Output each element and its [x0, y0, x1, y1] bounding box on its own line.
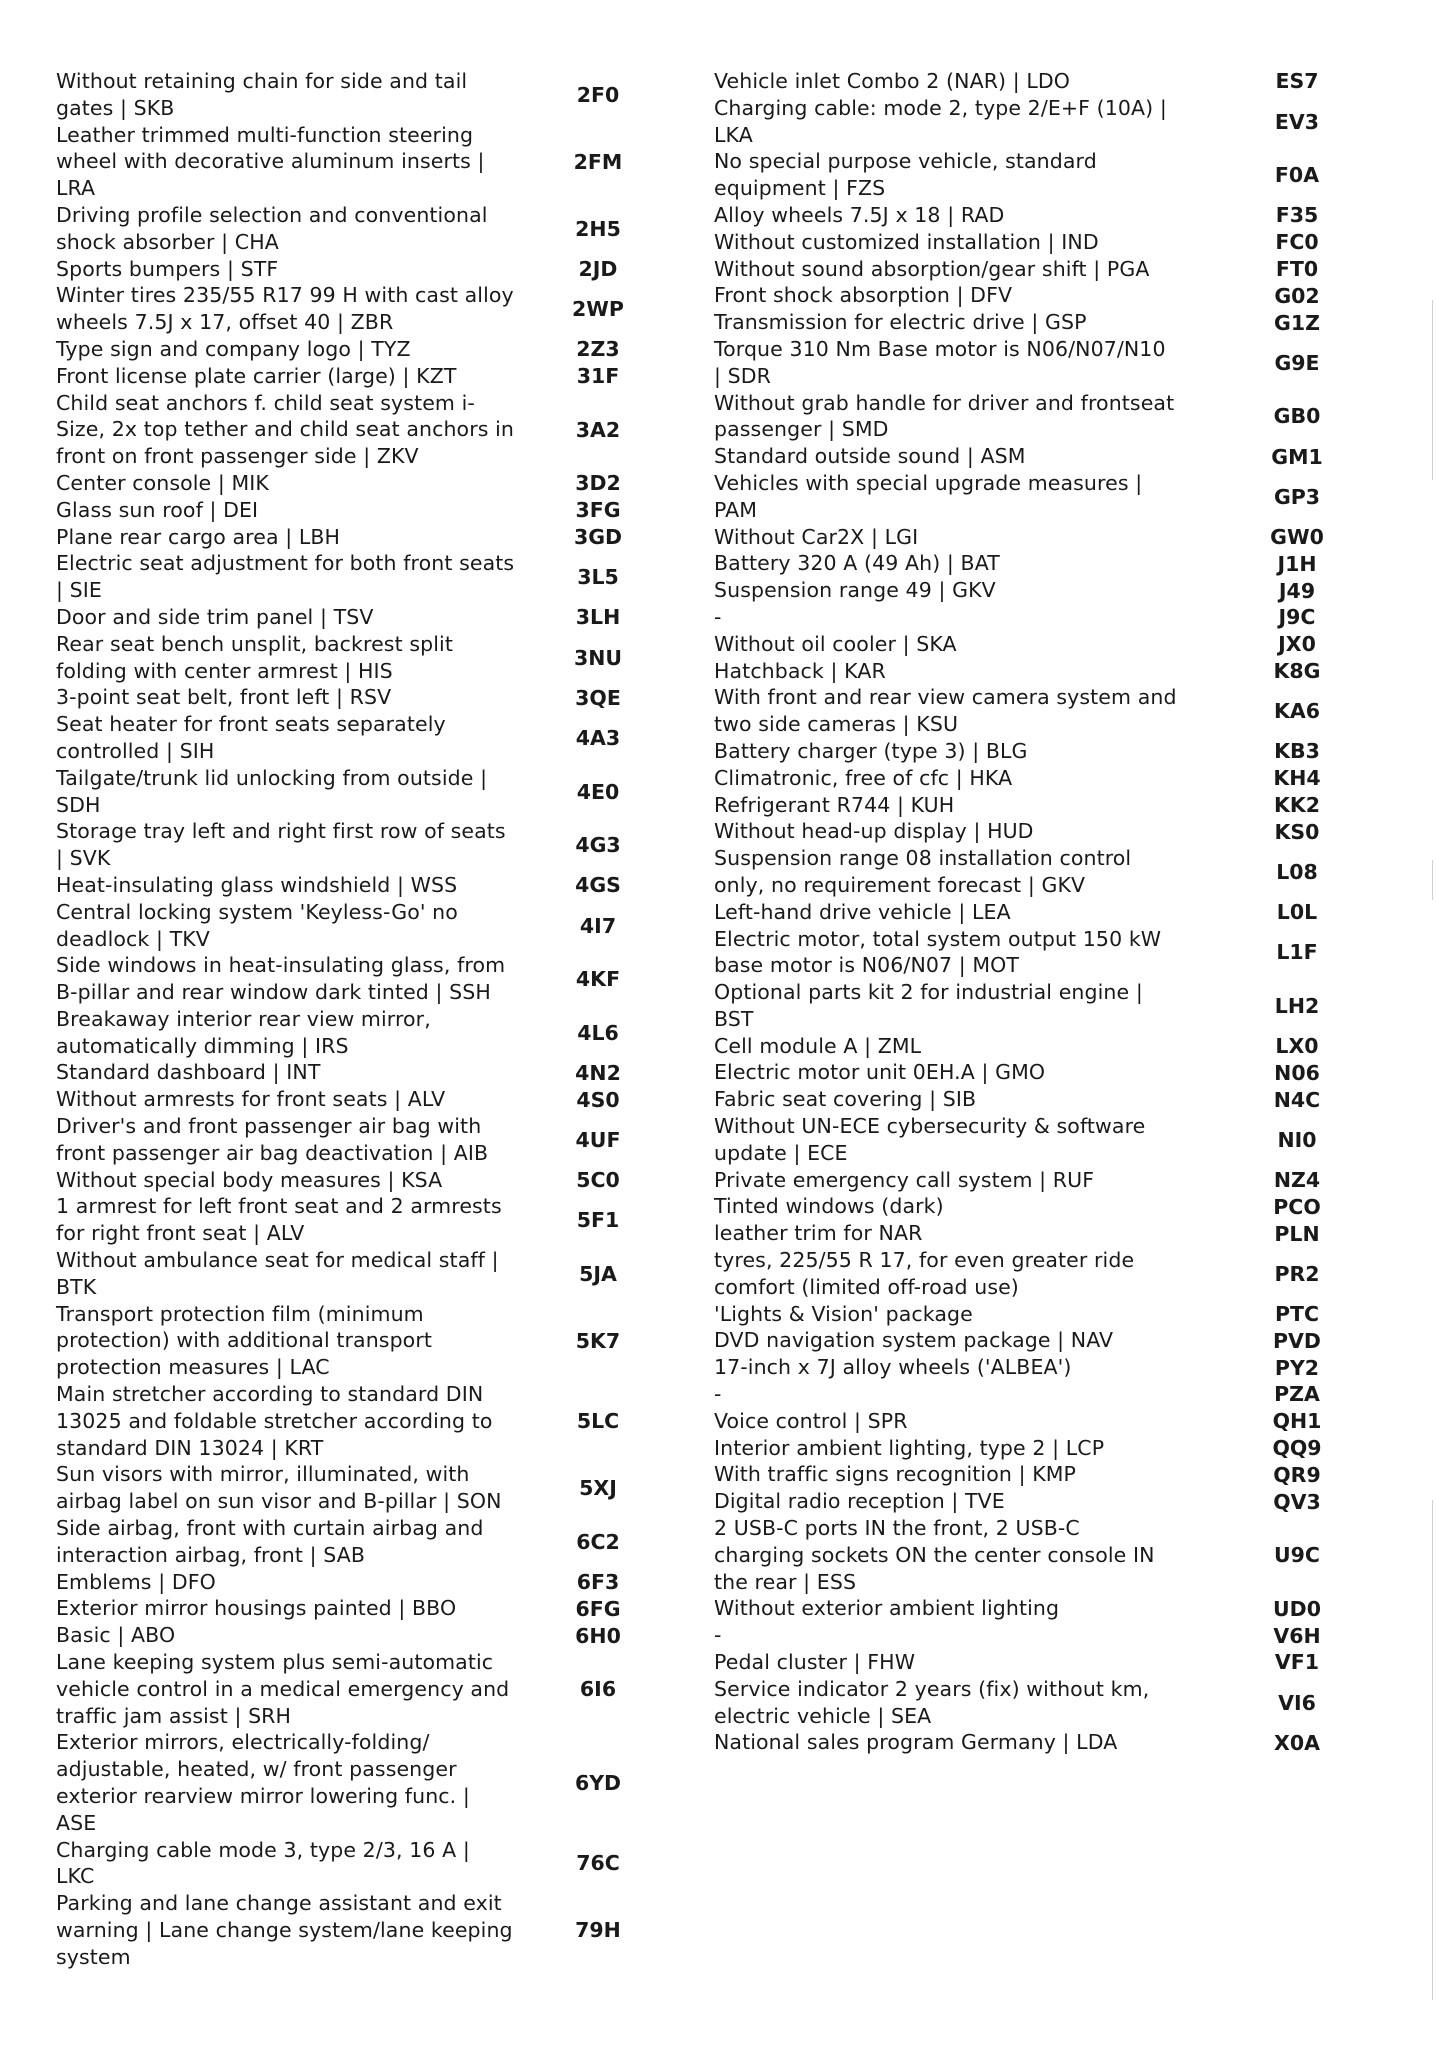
equipment-entry [56, 1837, 696, 1891]
equipment-description: Left-hand drive vehicle | LEA [714, 899, 1011, 924]
equipment-description: Lane keeping system plus semi-automatic vehicle control in a medical emergency and traffic jam assist | SRH [56, 1650, 510, 1728]
equipment-entry [714, 336, 1354, 390]
equipment-code: LH2 [1274, 993, 1320, 1018]
equipment-code: 2JD [578, 256, 618, 281]
equipment-entry [714, 845, 1354, 899]
equipment-description: Private emergency call system | RUF [714, 1167, 1095, 1192]
equipment-description: Alloy wheels 7.5J x 18 | RAD [714, 202, 1005, 227]
equipment-entry [714, 604, 1354, 631]
equipment-entry [714, 524, 1354, 551]
equipment-entry [714, 1301, 1354, 1328]
equipment-entry [56, 256, 696, 283]
equipment-description: Charging cable: mode 2, type 2/E+F (10A) | LKA [714, 95, 1167, 147]
equipment-code: 4KF [575, 967, 621, 992]
equipment-code: KH4 [1273, 766, 1321, 791]
equipment-entry [714, 684, 1354, 738]
equipment-entry [56, 1569, 696, 1596]
equipment-description: - [714, 1382, 722, 1407]
equipment-code: 79H [575, 1918, 621, 1943]
equipment-entry [714, 1676, 1354, 1730]
equipment-code: X0A [1274, 1730, 1320, 1755]
equipment-code: UD0 [1273, 1596, 1321, 1621]
equipment-entry [56, 1247, 696, 1301]
equipment-entry [714, 1086, 1354, 1113]
equipment-code: 4L6 [577, 1020, 619, 1045]
equipment-entry [714, 1488, 1354, 1515]
equipment-entry [714, 979, 1354, 1033]
equipment-description: Seat heater for front seats separately controlled | SIH [56, 712, 446, 763]
equipment-entry [714, 818, 1354, 845]
equipment-entry [56, 1595, 696, 1622]
equipment-entry [56, 1059, 696, 1086]
equipment-description: Torque 310 Nm Base motor is N06/N07/N10 | SDR [714, 336, 1166, 388]
equipment-code: GW0 [1270, 524, 1324, 549]
equipment-entry [714, 443, 1354, 470]
equipment-code: L1F [1276, 940, 1318, 965]
equipment-description: Rear seat bench unsplit, backrest split folding with center armrest | HIS [56, 631, 453, 683]
equipment-entry [56, 1193, 696, 1247]
equipment-entry [714, 309, 1354, 336]
equipment-description: Center console | MIK [56, 470, 269, 495]
scan-edge-mark [1432, 1500, 1433, 2000]
equipment-description: Central locking system 'Keyless-Go' no deadlock | TKV [56, 899, 458, 951]
equipment-entry [714, 470, 1354, 524]
equipment-entry [56, 765, 696, 819]
equipment-entry [714, 550, 1354, 577]
equipment-entry [714, 1515, 1354, 1595]
equipment-description: With traffic signs recognition | KMP [714, 1462, 1076, 1487]
equipment-entry [714, 765, 1354, 792]
equipment-code: KK2 [1273, 792, 1321, 817]
equipment-description: Exterior mirror housings painted | BBO [56, 1596, 457, 1621]
equipment-description: Sports bumpers | STF [56, 256, 279, 281]
equipment-entry [56, 363, 696, 390]
equipment-description: DVD navigation system package | NAV [714, 1328, 1114, 1353]
equipment-description: Service indicator 2 years (fix) without km, electric vehicle | SEA [714, 1676, 1150, 1728]
equipment-entry [714, 1354, 1354, 1381]
equipment-entry [56, 336, 696, 363]
equipment-description: tyres, 225/55 R 17, for even greater ride comfort (limited off-road use) [714, 1248, 1135, 1299]
equipment-description: Driving profile selection and conventional shock absorber | CHA [56, 202, 488, 254]
equipment-description: Tailgate/trunk lid unlocking from outside | SDH [56, 765, 488, 817]
equipment-description: Tinted windows (dark) [714, 1194, 944, 1219]
equipment-description: Hatchback | KAR [714, 658, 886, 683]
equipment-entry [714, 1167, 1354, 1194]
equipment-description: Suspension range 49 | GKV [714, 578, 996, 603]
equipment-code: 3L5 [577, 565, 619, 590]
equipment-description: Suspension range 08 installation control only, no requirement forecast | GKV [714, 846, 1132, 897]
equipment-code: VF1 [1274, 1650, 1320, 1675]
equipment-code: FC0 [1275, 230, 1319, 255]
equipment-entry [714, 1193, 1354, 1220]
equipment-description: Cell module A | ZML [714, 1033, 922, 1058]
equipment-entry [714, 738, 1354, 765]
equipment-description: Standard outside sound | ASM [714, 444, 1026, 469]
equipment-description: Without oil cooler | SKA [714, 631, 957, 656]
equipment-code: GM1 [1271, 444, 1323, 469]
equipment-description: Front license plate carrier (large) | KZT [56, 363, 457, 388]
equipment-code: 5K7 [575, 1328, 621, 1353]
equipment-entry [714, 1729, 1354, 1756]
equipment-entry [714, 1622, 1354, 1649]
equipment-code: 6YD [574, 1771, 622, 1795]
equipment-entry [714, 229, 1354, 256]
equipment-code: PR2 [1274, 1261, 1320, 1286]
equipment-code: 3FG [575, 498, 621, 523]
equipment-description: Electric seat adjustment for both front seats | SIE [56, 551, 515, 603]
equipment-code: 6FG [575, 1596, 621, 1621]
equipment-entry [714, 1408, 1354, 1435]
equipment-description: - [714, 1623, 722, 1648]
equipment-description: Driver's and front passenger air bag with front passenger air bag deactivation | AIB [56, 1114, 489, 1165]
equipment-entry [56, 1006, 696, 1060]
equipment-code: VI6 [1278, 1690, 1316, 1715]
equipment-description: Electric motor, total system output 150 kW base motor is N06/N07 | MOT [714, 926, 1162, 978]
equipment-code: PTC [1274, 1302, 1320, 1327]
equipment-entry [714, 1461, 1354, 1488]
equipment-description: Standard dashboard | INT [56, 1060, 321, 1085]
equipment-code: 6C2 [576, 1529, 620, 1554]
equipment-code: NI0 [1277, 1127, 1317, 1152]
equipment-entry [56, 390, 696, 470]
equipment-description: No special purpose vehicle, standard equipment | FZS [714, 149, 1097, 201]
equipment-description: Breakaway interior rear view mirror, automatically dimming | IRS [56, 1006, 431, 1058]
equipment-code: N4C [1273, 1087, 1321, 1112]
equipment-description: Digital radio reception | TVE [714, 1489, 1005, 1514]
equipment-description: Without grab handle for driver and frontseat passenger | SMD [714, 390, 1175, 442]
equipment-description: Electric motor unit 0EH.A | GMO [714, 1060, 1046, 1085]
equipment-description: Glass sun roof | DEI [56, 497, 259, 522]
equipment-entry [56, 711, 696, 765]
equipment-code: 4GS [575, 873, 621, 898]
equipment-description: Sun visors with mirror, illuminated, with airbag label on sun visor and B-pillar | SON [56, 1462, 502, 1514]
equipment-code: L0L [1276, 900, 1318, 925]
equipment-entry [56, 122, 696, 202]
equipment-description: 'Lights & Vision' package [714, 1301, 973, 1326]
equipment-entry [714, 1033, 1354, 1060]
equipment-code: KB3 [1274, 739, 1320, 764]
equipment-description: Vehicles with special upgrade measures | PAM [714, 470, 1143, 522]
equipment-description: Winter tires 235/55 R17 99 H with cast alloy wheels 7.5J x 17, offset 40 | ZBR [56, 283, 514, 335]
equipment-code: QH1 [1272, 1409, 1322, 1434]
equipment-code: 31F [576, 364, 620, 389]
equipment-code: K8G [1273, 658, 1321, 683]
equipment-code: 5LC [576, 1409, 620, 1434]
equipment-description: Without armrests for front seats | ALV [56, 1087, 446, 1112]
equipment-entry [56, 1381, 696, 1461]
equipment-entry [714, 282, 1354, 309]
equipment-entry [56, 202, 696, 256]
equipment-description: Interior ambient lighting, type 2 | LCP [714, 1435, 1105, 1460]
equipment-code: 6H0 [575, 1623, 621, 1648]
equipment-code: QQ9 [1272, 1436, 1322, 1461]
equipment-code: 3A2 [575, 417, 621, 442]
equipment-code: J49 [1278, 578, 1316, 603]
equipment-code: QV3 [1273, 1489, 1321, 1514]
equipment-entry [714, 1649, 1354, 1676]
equipment-list-right [714, 68, 1354, 1756]
equipment-code: ES7 [1275, 69, 1319, 94]
equipment-description: Leather trimmed multi-function steering wheel with decorative aluminum inserts | LRA [56, 122, 485, 201]
equipment-entry [714, 256, 1354, 283]
equipment-code: 3GD [573, 524, 623, 549]
equipment-description: Battery 320 A (49 Ah) | BAT [714, 551, 1000, 576]
equipment-description: Charging cable mode 3, type 2/3, 16 A | LKC [56, 1837, 470, 1889]
equipment-entry [56, 872, 696, 899]
equipment-description: Exterior mirrors, electrically-folding/ adjustable, heated, w/ front passenger exterior rearview mirror lowering func. | ASE [56, 1730, 470, 1835]
equipment-entry [56, 1622, 696, 1649]
equipment-code: EV3 [1274, 109, 1320, 134]
equipment-code: 4S0 [576, 1087, 620, 1112]
equipment-entry [714, 926, 1354, 980]
equipment-entry [714, 1435, 1354, 1462]
equipment-code: 4E0 [576, 779, 620, 804]
equipment-entry [714, 68, 1354, 95]
equipment-code: N06 [1274, 1060, 1320, 1085]
equipment-code: 3NU [573, 645, 623, 670]
equipment-entry [714, 899, 1354, 926]
equipment-entry [56, 1461, 696, 1515]
equipment-code: 2Z3 [576, 337, 620, 362]
equipment-entry [714, 202, 1354, 229]
equipment-entry [714, 577, 1354, 604]
equipment-entry [56, 550, 696, 604]
equipment-entry [714, 390, 1354, 444]
equipment-description: Emblems | DFO [56, 1569, 216, 1594]
equipment-description: Type sign and company logo | TYZ [56, 336, 411, 361]
equipment-code: PVD [1273, 1328, 1321, 1353]
equipment-description: Without retaining chain for side and tail gates | SKB [56, 69, 468, 120]
equipment-code: F35 [1275, 203, 1319, 228]
equipment-code: PY2 [1274, 1355, 1320, 1380]
equipment-description: Optional parts kit 2 for industrial engine | BST [714, 980, 1143, 1031]
equipment-description: Heat-insulating glass windshield | WSS [56, 872, 458, 897]
equipment-entry [56, 1301, 696, 1381]
equipment-entry [714, 1595, 1354, 1622]
equipment-code: 4UF [575, 1127, 621, 1152]
equipment-entry [714, 1220, 1354, 1247]
equipment-entry [56, 470, 696, 497]
equipment-code: 5C0 [576, 1168, 620, 1193]
equipment-code: 3D2 [575, 471, 621, 496]
equipment-entry [56, 524, 696, 551]
equipment-description: Battery charger (type 3) | BLG [714, 738, 1028, 763]
equipment-entry [714, 1059, 1354, 1086]
equipment-code: F0A [1274, 163, 1320, 188]
equipment-code: 2WP [572, 297, 624, 322]
equipment-code: 4A3 [575, 725, 621, 750]
equipment-description: Plane rear cargo area | LBH [56, 524, 341, 549]
equipment-code: 5JA [579, 1261, 617, 1286]
equipment-entry [56, 899, 696, 953]
equipment-entry [714, 1327, 1354, 1354]
equipment-entry [714, 1381, 1354, 1408]
equipment-list-left [56, 68, 696, 1971]
equipment-code: 5F1 [576, 1208, 620, 1233]
equipment-code: 3QE [575, 685, 621, 710]
equipment-entry [56, 1086, 696, 1113]
equipment-code: QR9 [1273, 1462, 1321, 1487]
equipment-description: Side airbag, front with curtain airbag and interaction airbag, front | SAB [56, 1516, 484, 1567]
equipment-code: L08 [1276, 859, 1318, 884]
equipment-description: Without special body measures | KSA [56, 1167, 443, 1192]
equipment-entry [56, 1649, 696, 1729]
equipment-description: Pedal cluster | FHW [714, 1650, 916, 1675]
equipment-code: 4I7 [579, 913, 617, 938]
equipment-entry [56, 497, 696, 524]
equipment-code: 2H5 [575, 216, 621, 241]
equipment-entry [56, 631, 696, 685]
equipment-description: Transmission for electric drive | GSP [714, 310, 1087, 335]
equipment-code: PLN [1274, 1221, 1320, 1246]
equipment-entry [714, 148, 1354, 202]
equipment-description: Vehicle inlet Combo 2 (NAR) | LDO [714, 69, 1071, 93]
equipment-entry [56, 1890, 696, 1970]
equipment-description: leather trim for NAR [714, 1221, 923, 1246]
equipment-code: NZ4 [1273, 1168, 1321, 1193]
equipment-code: G9E [1274, 350, 1320, 375]
equipment-entry [56, 1729, 696, 1836]
equipment-description: Main stretcher according to standard DIN 13025 and foldable stretcher according to standard DIN 13024 | KRT [56, 1382, 493, 1460]
equipment-code: 4G3 [575, 833, 621, 858]
equipment-code: GB0 [1273, 404, 1321, 429]
equipment-code: 2F0 [576, 82, 620, 107]
equipment-code: KS0 [1274, 819, 1320, 844]
equipment-entry [56, 818, 696, 872]
equipment-entry [56, 68, 696, 122]
equipment-description: Door and side trim panel | TSV [56, 604, 374, 629]
equipment-description: Fabric seat covering | SIB [714, 1087, 977, 1112]
equipment-code: 76C [576, 1851, 620, 1876]
equipment-description: 3-point seat belt, front left | RSV [56, 685, 392, 710]
equipment-code: 5XJ [579, 1476, 617, 1501]
equipment-description: Without ambulance seat for medical staff | BTK [56, 1248, 499, 1299]
equipment-description: Storage tray left and right first row of seats | SVK [56, 819, 506, 871]
equipment-code: 3LH [575, 605, 621, 630]
equipment-code: PCO [1273, 1194, 1321, 1219]
equipment-description: Without customized installation | IND [714, 229, 1099, 254]
equipment-description: Child seat anchors f. child seat system i- Size, 2x top tether and child seat anchors in front on front passenger side | ZKV [56, 390, 515, 469]
equipment-description: With front and rear view camera system and two side cameras | KSU [714, 685, 1177, 737]
equipment-code: JX0 [1278, 632, 1316, 657]
equipment-entry [714, 631, 1354, 658]
scan-edge-mark [1432, 860, 1433, 900]
equipment-description: 1 armrest for left front seat and 2 armrests for right front seat | ALV [56, 1194, 502, 1246]
equipment-entry [714, 1113, 1354, 1167]
equipment-description: Without Car2X | LGI [714, 524, 919, 549]
equipment-code: GP3 [1273, 484, 1321, 509]
equipment-code: PZA [1274, 1382, 1320, 1407]
equipment-entry [714, 95, 1354, 149]
equipment-description: 17-inch x 7J alloy wheels ('ALBEA') [714, 1355, 1072, 1380]
equipment-code: 2FM [573, 149, 623, 174]
equipment-description: Climatronic, free of cfc | HKA [714, 765, 1013, 790]
equipment-description: National sales program Germany | LDA [714, 1730, 1118, 1755]
equipment-entry [56, 1113, 696, 1167]
equipment-description: Parking and lane change assistant and exit warning | Lane change system/lane keeping system [56, 1891, 513, 1969]
equipment-description: Side windows in heat-insulating glass, from B-pillar and rear window dark tinted | SSH [56, 953, 506, 1005]
equipment-description: Without UN-ECE cybersecurity & software update | ECE [714, 1114, 1146, 1165]
equipment-entry [714, 792, 1354, 819]
equipment-entry [56, 604, 696, 631]
equipment-description: Voice control | SPR [714, 1408, 908, 1433]
equipment-entry [56, 684, 696, 711]
equipment-description: Without sound absorption/gear shift | PGA [714, 256, 1150, 281]
equipment-description: Without exterior ambient lighting [714, 1596, 1060, 1621]
equipment-code: 4N2 [575, 1060, 621, 1085]
equipment-code: J1H [1277, 551, 1317, 576]
equipment-description: - [714, 604, 722, 629]
equipment-code: LX0 [1275, 1034, 1319, 1059]
equipment-description: Without head-up display | HUD [714, 819, 1034, 844]
scan-edge-mark [1432, 300, 1433, 480]
equipment-code: FT0 [1275, 256, 1319, 281]
equipment-entry [714, 658, 1354, 685]
equipment-entry [714, 1247, 1354, 1301]
equipment-entry [56, 282, 696, 336]
equipment-code: U9C [1274, 1543, 1320, 1568]
equipment-description: 2 USB-C ports IN the front, 2 USB-C charging sockets ON the center console IN the rear | ESS [714, 1516, 1155, 1594]
equipment-code: 6F3 [576, 1570, 620, 1595]
equipment-entry [56, 1515, 696, 1569]
equipment-code: G02 [1274, 283, 1320, 308]
equipment-entry [56, 1167, 696, 1194]
equipment-description: Transport protection film (minimum protection) with additional transport protection measures | LAC [56, 1301, 432, 1380]
equipment-code: G1Z [1274, 310, 1320, 335]
equipment-entry [56, 952, 696, 1006]
equipment-code: KA6 [1273, 699, 1320, 724]
equipment-code: 6I6 [579, 1677, 617, 1702]
equipment-description: Front shock absorption | DFV [714, 283, 1013, 308]
equipment-code: J9C [1278, 605, 1316, 630]
equipment-description: Basic | ABO [56, 1623, 176, 1648]
equipment-description: Refrigerant R744 | KUH [714, 792, 955, 817]
equipment-code: V6H [1273, 1623, 1321, 1648]
